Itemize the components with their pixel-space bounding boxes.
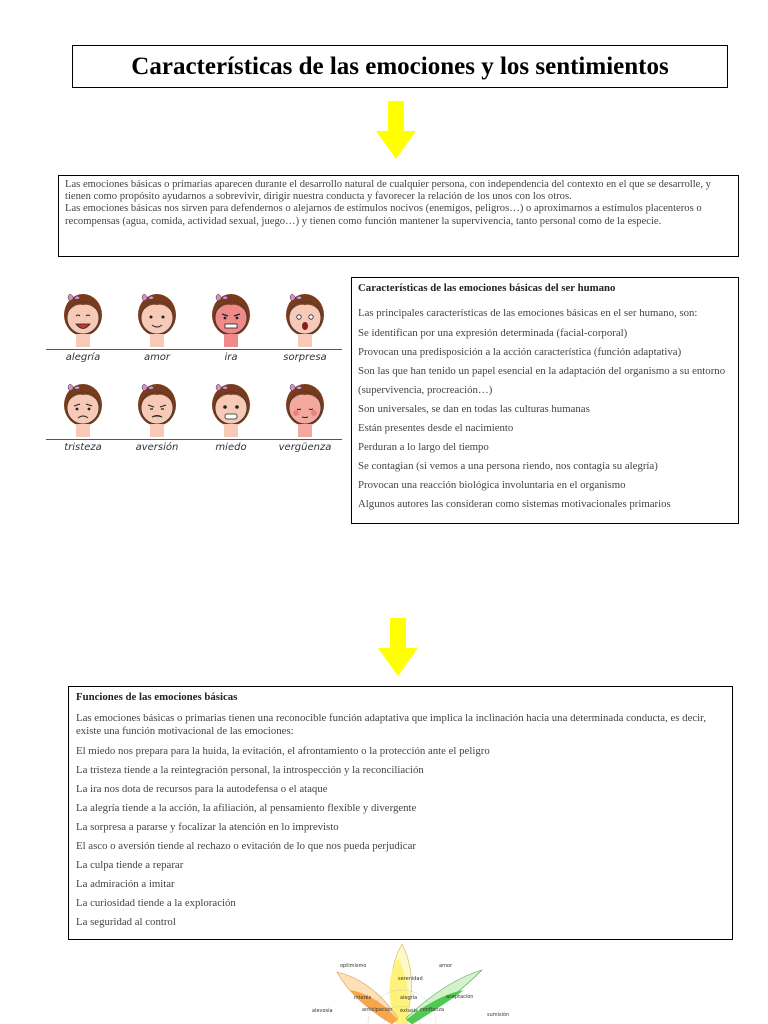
girl-face-icon [278, 373, 332, 437]
face-ira [194, 283, 268, 369]
wheel-label-sumision: sumisión [487, 1012, 510, 1018]
face-label: alegría [65, 352, 101, 363]
wheel-label-confianza: confianza [420, 1007, 445, 1013]
girl-face-icon [204, 373, 258, 437]
face-label: miedo [215, 442, 247, 453]
girl-face-icon [130, 373, 184, 437]
wheel-label-amor: amor [439, 963, 453, 969]
list-item: Son las que han tenido un papel esencial en la adaptación del organismo a su entorno (supervivencia, procreación…) [358, 365, 726, 396]
list-item: El miedo nos prepara para la huida, la evitación, el afrontamiento o la protección ante el peligro [76, 745, 490, 757]
face-label: aversión [135, 442, 179, 453]
face-label: sorpresa [283, 352, 327, 363]
girl-face-icon [56, 283, 110, 347]
list-item: Son universales, se dan en todas las culturas humanas [358, 403, 590, 415]
face-verguenza [268, 373, 342, 459]
face-amor [120, 283, 194, 369]
down-arrow-icon [378, 618, 418, 676]
wheel-label-extasis: éxtasis [400, 1008, 418, 1014]
functions-intro: Las emociones básicas o primarias tienen una reconocible función adaptativa que implica la inclinación hacia una determinada conducta, es decir, existe una función motivacional de las emociones: [76, 712, 707, 737]
list-item: Algunos autores las consideran como sistemas motivacionales primarios [358, 498, 671, 510]
wheel-label-interes: interés [354, 995, 372, 1001]
functions-heading: Funciones de las emociones básicas [76, 691, 238, 703]
emotion-faces-illustration [46, 283, 342, 463]
intro-paragraph: Las emociones básicas nos sirven para defendernos o alejarnos de estímulos nocivos (enemigos, peligros…) o aproximarnos a estímulos placenteros o recompensas (agua, comida, actividad sexual, juego…) y tienen como función mantener la supervivencia, tanto personal como de la especie. [65, 203, 702, 227]
wheel-label-optimismo: optimismo [340, 963, 367, 969]
down-arrow-icon [376, 101, 416, 159]
list-item: La ira nos dota de recursos para la autodefensa o el ataque [76, 783, 328, 795]
emotion-wheel-diagram [232, 940, 592, 1024]
page-title: Características de las emociones y los sentimientos [131, 52, 669, 80]
face-label: amor [143, 352, 171, 363]
list-item: Perduran a lo largo del tiempo [358, 441, 489, 453]
wheel-label-serenidad: serenidad [398, 976, 423, 982]
functions-box [68, 686, 733, 940]
intro-text-box [58, 175, 739, 257]
list-item: Provocan una predisposición a la acción característica (función adaptativa) [358, 346, 682, 358]
wheel-label-alevosia: alevosía [312, 1008, 333, 1014]
list-item: El asco o aversión tiende al rechazo o evitación de lo que nos pueda perjudicar [76, 840, 416, 852]
girl-face-icon [56, 373, 110, 437]
list-item: La sorpresa a pararse y focalizar la atención en lo imprevisto [76, 821, 339, 833]
face-alegria [46, 283, 120, 369]
list-item: La culpa tiende a reparar [76, 859, 184, 871]
list-item: Se contagian (si vemos a una persona riendo, nos contagia su alegría) [358, 460, 658, 472]
wheel-label-aceptacion: aceptación [446, 994, 474, 1000]
face-sorpresa [268, 283, 342, 369]
list-item: La curiosidad tiende a la exploración [76, 897, 236, 909]
characteristics-intro: Las principales características de las emociones básicas en el ser humano, son: [358, 307, 698, 319]
list-item: Provocan una reacción biológica involuntaria en el organismo [358, 479, 626, 491]
characteristics-heading: Características de las emociones básicas del ser humano [358, 282, 616, 294]
girl-face-icon [204, 283, 258, 347]
wheel-label-anticipacion: anticipación [362, 1007, 393, 1013]
list-item: La tristeza tiende a la reintegración personal, la introspección y la reconciliación [76, 764, 424, 776]
face-miedo [194, 373, 268, 459]
face-label: vergüenza [278, 442, 332, 453]
list-item: La admiración a imitar [76, 878, 175, 890]
list-item: La seguridad al control [76, 916, 176, 928]
intro-paragraph: Las emociones básicas o primarias aparecen durante el desarrollo natural de cualquier persona, con independencia del contexto en el que se desarrolle, y tienen como propósito ayudarnos a sobrevivir, dirigir nuestra conducta y favorecer la relación de los unos con los otros. [65, 179, 711, 203]
wheel-label-alegria: alegría [400, 995, 418, 1001]
face-label: ira [224, 352, 238, 363]
list-item: Se identifican por una expresión determinada (facial-corporal) [358, 327, 628, 339]
girl-face-icon [278, 283, 332, 347]
title-box [72, 45, 728, 88]
face-label: tristeza [64, 442, 102, 453]
list-item: Están presentes desde el nacimiento [358, 422, 514, 434]
face-tristeza [46, 373, 120, 459]
face-aversion [120, 373, 194, 459]
list-item: La alegría tiende a la acción, la afiliación, al pensamiento flexible y divergente [76, 802, 417, 814]
characteristics-box [351, 277, 739, 524]
girl-face-icon [130, 283, 184, 347]
